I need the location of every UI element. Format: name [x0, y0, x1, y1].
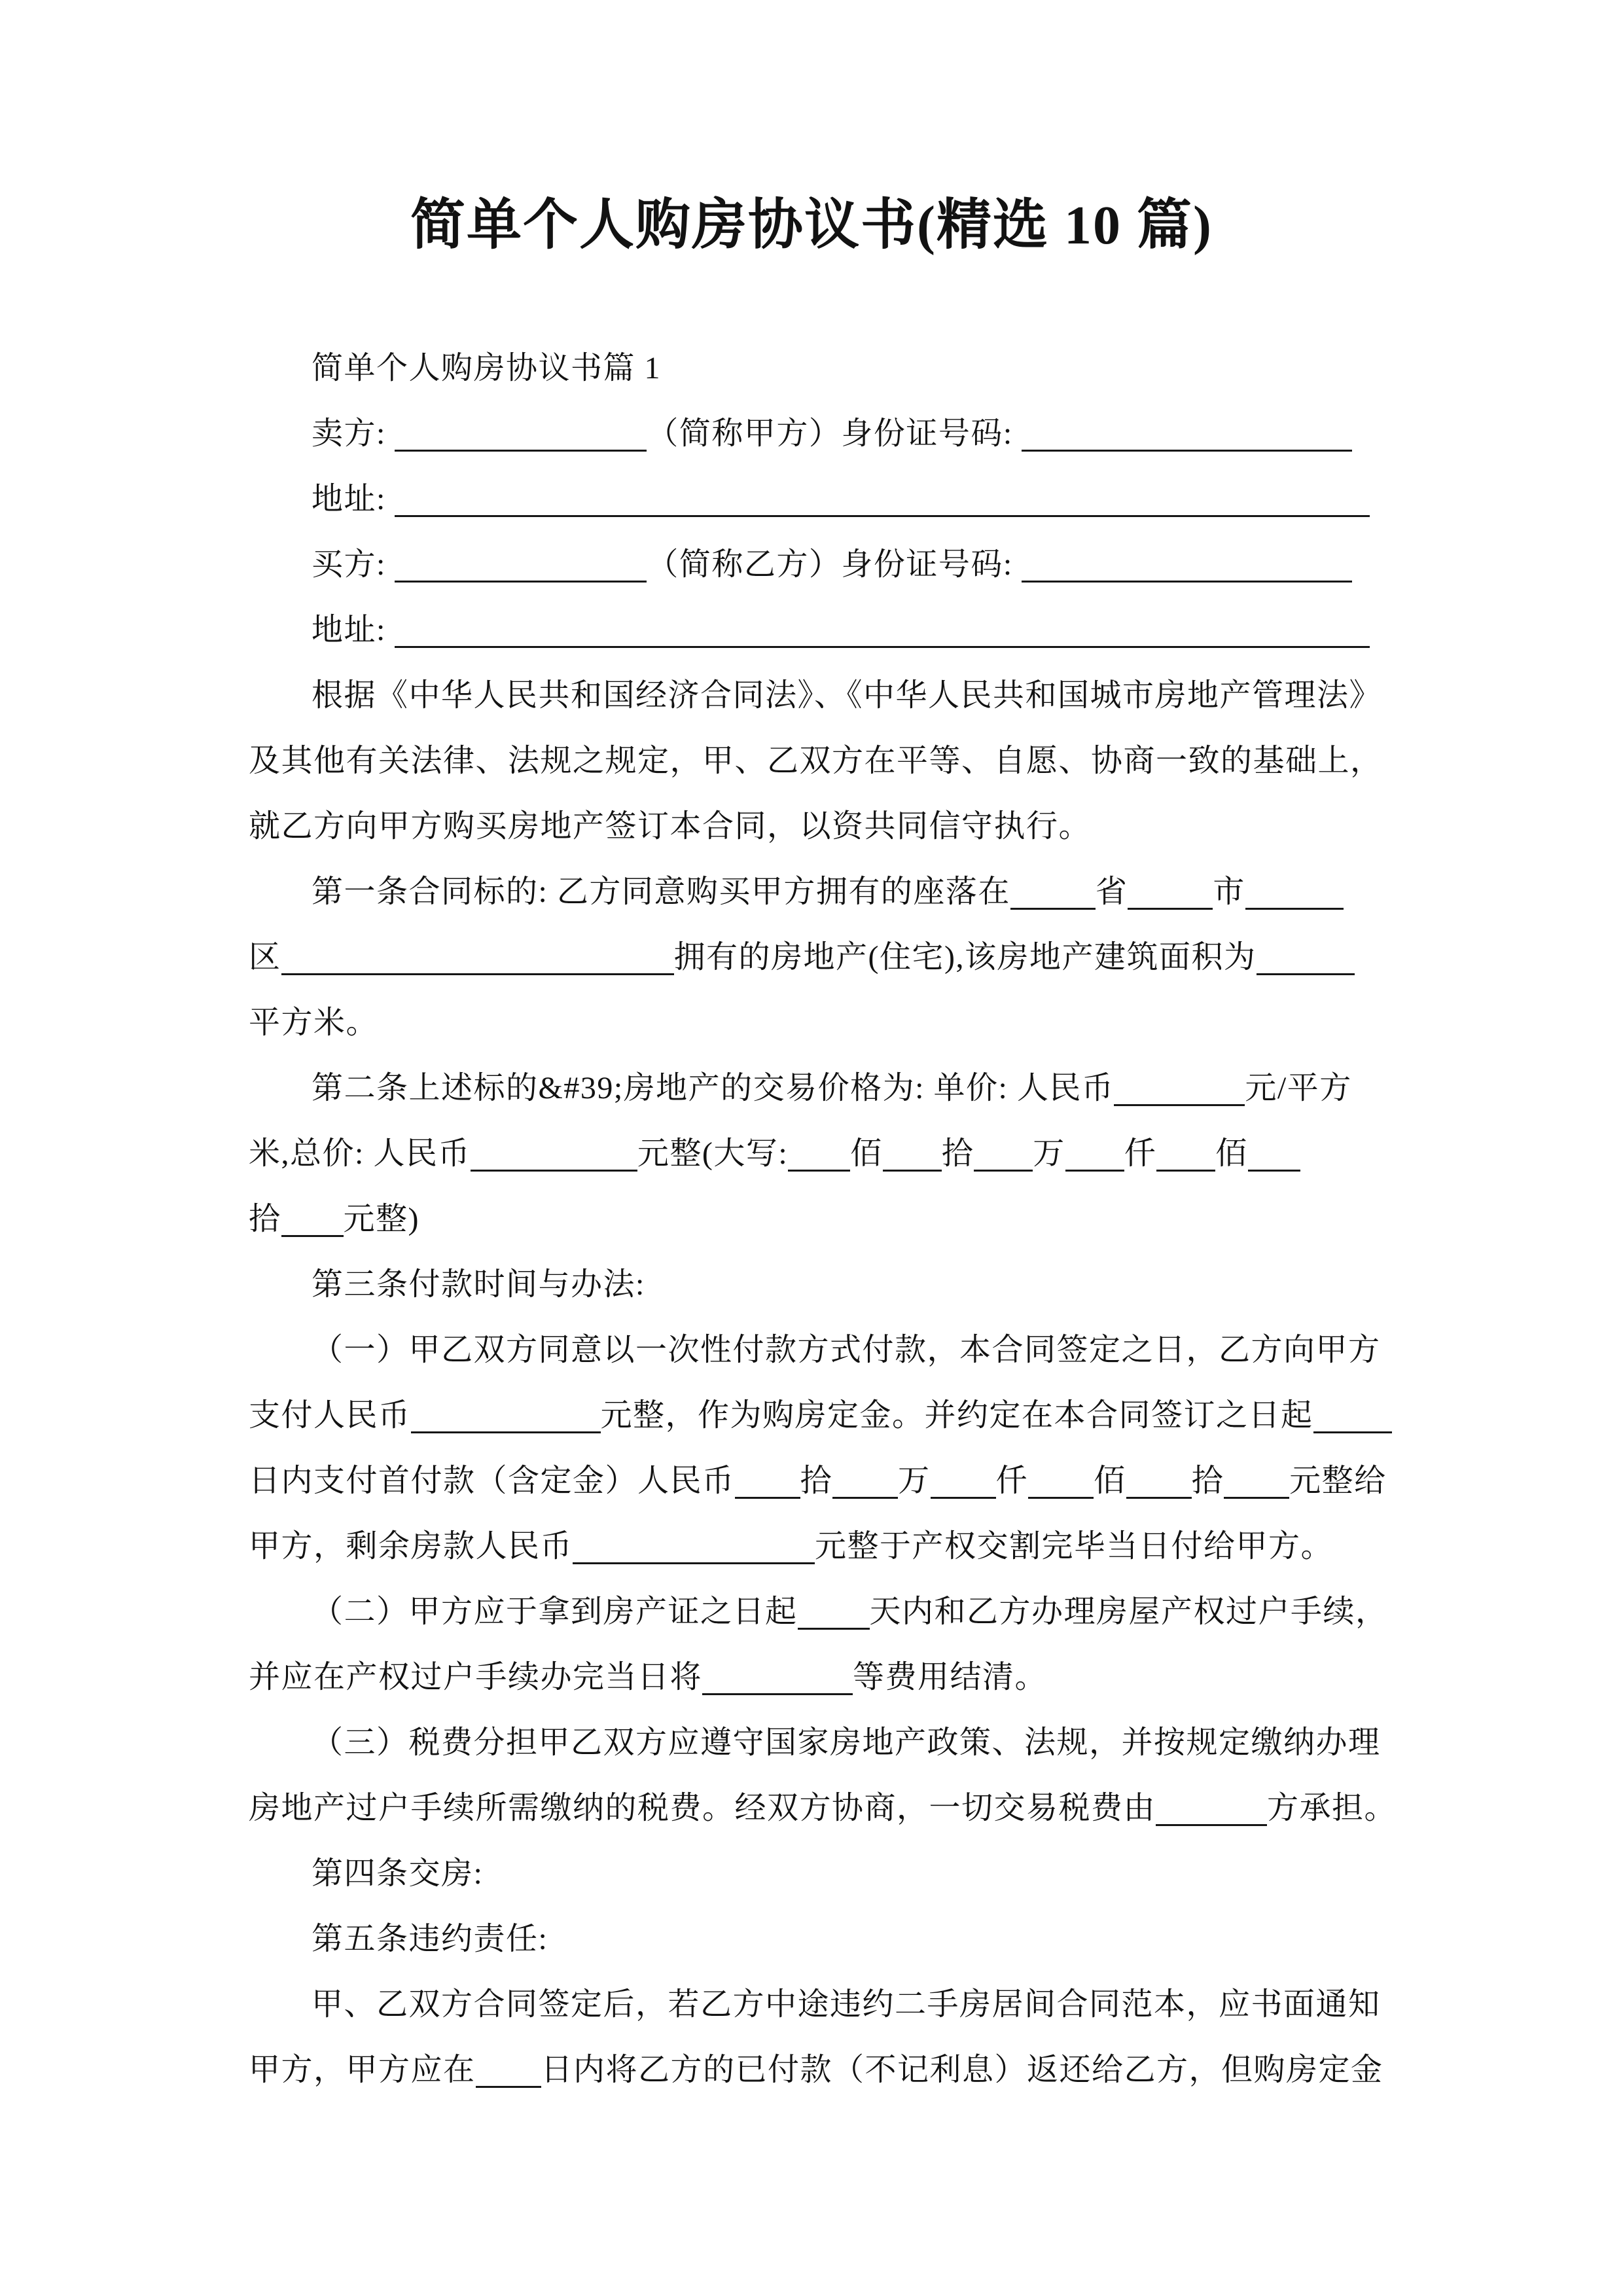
text-run: 及其他有关法律、法规之规定，甲、乙双方在平等、自愿、协商一致的基础上，: [249, 744, 1383, 778]
doc-line: [249, 1056, 1400, 1121]
blank-field: [702, 1667, 853, 1695]
text-run: 支付人民币: [249, 1398, 411, 1433]
blank-field: [1224, 1471, 1289, 1499]
doc-line: [249, 1448, 1400, 1514]
blank-field: [1028, 1471, 1094, 1499]
doc-line: [249, 1383, 1400, 1448]
text-run: 万: [898, 1463, 931, 1498]
doc-line: [249, 1710, 1400, 1776]
text-run: 省: [1095, 874, 1128, 909]
doc-line: [249, 467, 1400, 532]
text-run: 地址:: [312, 613, 395, 647]
blank-field: [395, 423, 647, 452]
blank-field: [735, 1471, 800, 1499]
text-run: 拥有的房地产(住宅),该房地产建筑面积为: [673, 940, 1257, 975]
text-run: 拾: [941, 1136, 974, 1171]
doc-line: [249, 728, 1400, 794]
text-run: （三）税费分担甲乙双方应遵守国家房地产政策、法规，并按规定缴纳办理: [312, 1725, 1381, 1760]
doc-line: [249, 1187, 1400, 1252]
doc-line: [249, 794, 1400, 859]
text-run: 佰: [850, 1136, 883, 1171]
text-run: 根据《中华人民共和国经济合同法》、《中华人民共和国城市房地产管理法》: [312, 678, 1382, 713]
text-run: 等费用结清。: [853, 1660, 1048, 1695]
text-run: 买方:: [312, 547, 395, 582]
blank-field: [931, 1471, 996, 1499]
text-run: 第三条付款时间与办法:: [312, 1267, 645, 1302]
text-run: 甲方，甲方应在: [249, 2053, 476, 2087]
text-run: 就乙方向甲方购买房地产签订本合同，以资共同信守执行。: [249, 809, 1092, 844]
blank-field: [281, 1209, 344, 1237]
text-run: 第一条合同标的: 乙方同意购买甲方拥有的座落在: [312, 874, 1010, 909]
blank-field: [395, 489, 1370, 517]
blank-field: [1245, 882, 1344, 910]
blank-field: [573, 1536, 815, 1564]
text-run: 市: [1213, 874, 1245, 909]
text-run: 日内支付首付款（含定金）人民币: [249, 1463, 735, 1498]
doc-line: [249, 1907, 1400, 1972]
text-run: 日内将乙方的已付款（不记利息）返还给乙方，但购房定金: [541, 2053, 1383, 2087]
blank-field: [1010, 882, 1096, 910]
document-title: 简单个人购房协议书(精选 10 篇): [410, 195, 1213, 256]
doc-line: [249, 2037, 1400, 2103]
text-run: 拾: [800, 1463, 833, 1498]
blank-field: [1114, 1078, 1245, 1106]
doc-line: [249, 598, 1400, 663]
blank-field: [476, 2060, 541, 2088]
blank-field: [798, 1602, 870, 1630]
blank-field: [281, 947, 674, 975]
text-run: 米,总价: 人民币: [249, 1136, 471, 1171]
text-run: 并应在产权过户手续办完当日将: [249, 1660, 703, 1695]
blank-field: [471, 1143, 637, 1172]
blank-field: [1156, 1143, 1215, 1172]
doc-line: [249, 1318, 1400, 1383]
text-run: （简称甲方）身份证号码:: [647, 416, 1022, 451]
doc-line: [249, 663, 1400, 728]
blank-field: [1156, 1798, 1267, 1826]
doc-line: [249, 1121, 1400, 1187]
text-run: 区: [249, 940, 281, 975]
doc-line: [249, 990, 1400, 1056]
text-run: 甲、乙双方合同签定后，若乙方中途违约二手房居间合同范本，应书面通知: [312, 1987, 1381, 2022]
doc-line: [249, 1645, 1400, 1710]
text-run: 地址:: [312, 482, 395, 516]
text-run: 天内和乙方办理房屋产权过户手续，: [869, 1594, 1388, 1629]
blank-field: [832, 1471, 898, 1499]
text-run: 方承担。: [1267, 1791, 1397, 1825]
text-run: 拾: [249, 1202, 281, 1236]
text-run: （二）甲方应于拿到房产证之日起: [312, 1594, 798, 1629]
text-run: （一）甲乙双方同意以一次性付款方式付款，本合同签定之日，乙方向甲方: [312, 1333, 1381, 1367]
text-run: 元整，作为购房定金。并约定在本合同签订之日起: [600, 1398, 1313, 1433]
text-run: 简单个人购房协议书篇 1: [312, 351, 662, 386]
doc-line: [249, 532, 1400, 598]
text-run: 仟: [1124, 1136, 1157, 1171]
doc-line: [249, 1579, 1400, 1645]
blank-field: [1126, 1471, 1192, 1499]
text-run: 房地产过户手续所需缴纳的税费。经双方协商，一切交易税费由: [249, 1791, 1156, 1825]
text-run: 元整给: [1289, 1463, 1387, 1498]
blank-field: [1313, 1405, 1392, 1433]
text-run: 甲方，剩余房款人民币: [249, 1529, 573, 1564]
blank-field: [1248, 1143, 1300, 1172]
blank-field: [411, 1405, 601, 1433]
blank-field: [1022, 554, 1352, 583]
text-run: 万: [1033, 1136, 1065, 1171]
blank-field: [395, 620, 1370, 648]
text-run: 元/平方: [1245, 1071, 1352, 1105]
doc-line: [249, 1841, 1400, 1907]
blank-field: [883, 1143, 942, 1172]
doc-line: [249, 401, 1400, 467]
text-run: 仟: [995, 1463, 1029, 1498]
doc-line: [249, 1776, 1400, 1841]
text-run: 佰: [1094, 1463, 1126, 1498]
text-run: 元整): [343, 1202, 420, 1236]
doc-line: [249, 1252, 1400, 1318]
blank-field: [1065, 1143, 1124, 1172]
text-run: （简称乙方）身份证号码:: [647, 547, 1022, 582]
text-run: 平方米。: [249, 1005, 379, 1040]
text-run: 元整(大写:: [637, 1136, 789, 1171]
document-body: [0, 336, 1623, 2103]
blank-field: [1257, 947, 1355, 975]
text-run: 第四条交房:: [312, 1856, 484, 1891]
text-run: 佰: [1215, 1136, 1248, 1171]
blank-field: [1128, 882, 1213, 910]
blank-field: [788, 1143, 850, 1172]
text-run: 第五条违约责任:: [312, 1922, 548, 1956]
text-run: 卖方:: [312, 416, 395, 451]
text-run: 第二条上述标的&#39;房地产的交易价格为: 单价: 人民币: [312, 1071, 1115, 1105]
doc-line: [249, 925, 1400, 990]
doc-line: [249, 1972, 1400, 2037]
text-run: 元整于产权交割完毕当日付给甲方。: [815, 1529, 1334, 1564]
doc-line: [249, 336, 1400, 401]
blank-field: [1022, 423, 1352, 452]
doc-line: [249, 1514, 1400, 1579]
blank-field: [974, 1143, 1033, 1172]
blank-field: [395, 554, 647, 583]
doc-line: [249, 859, 1400, 925]
text-run: 拾: [1191, 1463, 1224, 1498]
